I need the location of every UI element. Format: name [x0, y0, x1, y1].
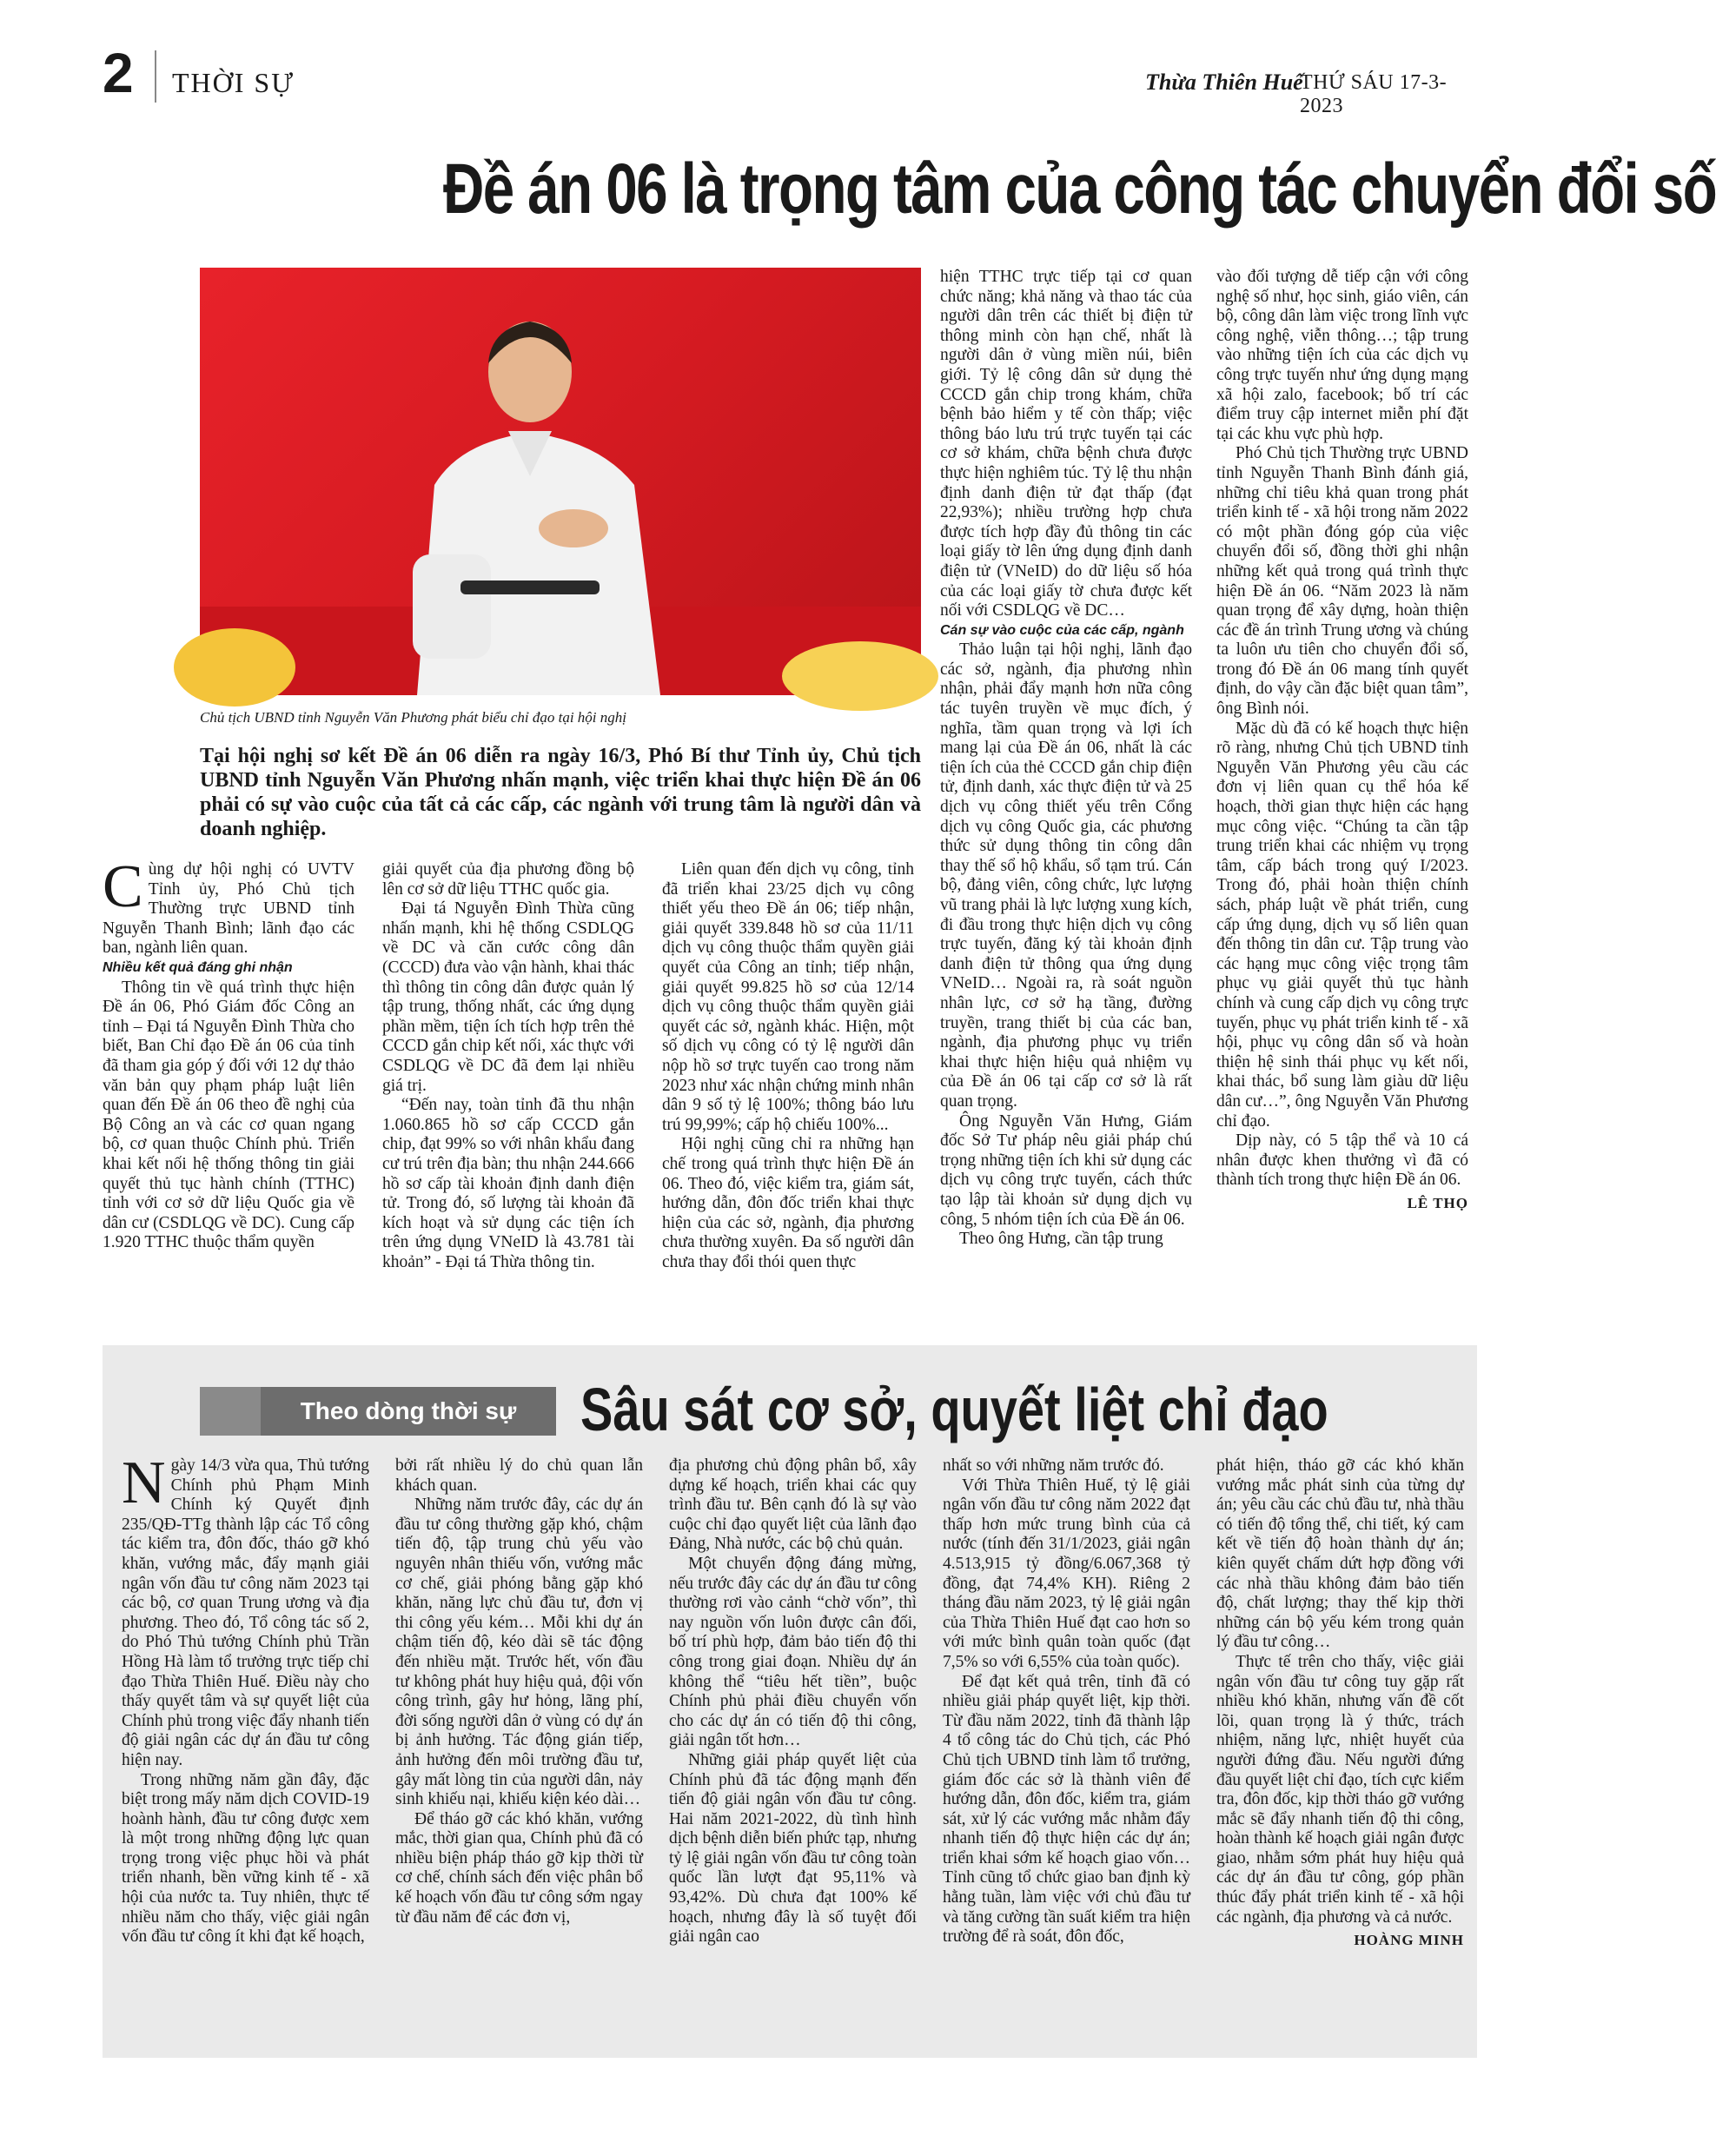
newspaper-name: Thừa Thiên Huế	[1145, 70, 1303, 95]
article2-col1	[122, 1449, 369, 1947]
subheading: Cán sự vào cuộc của các cấp, ngành	[940, 622, 1184, 638]
paragraph: địa phương chủ động phân bổ, xây dựng kế hoạch, triển khai các quy trình đầu tư. Bên cạnh đó là sự vào cuộc chỉ đạo quyết liệt của lãnh đạo Đảng, Nhà nước, các bộ chủ quản.	[669, 1456, 917, 1554]
article1-col5	[1216, 268, 1468, 1214]
paragraph: Theo ông Hưng, cần tập trung	[959, 1230, 1163, 1249]
paragraph: Ông Nguyễn Văn Hưng, Giám đốc Sở Tư pháp nêu giải pháp chú trọng những tiện ích khi sử dụng các dịch vụ công trực tuyến, cách thức tạo lập tài khoản sử dụng dịch vụ công, 5 nhóm tiện ích của Đề án 06.	[940, 1111, 1192, 1229]
dropcap: C	[103, 853, 143, 920]
paragraph: Liên quan đến dịch vụ công, tỉnh đã triển khai 23/25 dịch vụ công thiết yếu theo Đề án 06; tiếp nhận, giải quyết 339.848 hồ sơ của 11/11 dịch vụ công thuộc thẩm quyền giải quyết của Công an tỉnh; tiếp nhận, giải quyết 99.825 hồ sơ của 12/14 dịch vụ công thuộc thẩm quyền giải quyết các sở, ngành khác. Hiện, một số dịch vụ công có tỷ lệ người dân nộp hồ sơ trực tuyến cao trong năm 2023 như xác nhận chứng minh nhân dân 9 số tỷ lệ 100%; thông báo lưu trú 99,99%; cấp hộ chiếu 100%...	[662, 860, 914, 1134]
paragraph: Thảo luận tại hội nghị, lãnh đạo các sở, ngành, địa phương nhìn nhận, phải đẩy mạnh hơn nữa công tác tuyên truyền về mục đích, ý nghĩa, tầm quan trọng và lợi ích mang lại của Đề án 06, nhất là các tiện ích của thẻ CCCD gắn chip điện tử, định danh, xác thực điện tử và 25 dịch vụ công thiết yếu trên Cổng dịch vụ công Quốc gia, các phương thức sử dụng thông tin công dân thay thế sổ hộ khẩu, sổ tạm trú. Cán bộ, đảng viên, công chức, lực lượng vũ trang phải là lực lượng xung kích, đi đầu trong thực hiện dịch vụ công trực tuyến, đăng ký tài khoản định danh điện tử thông qua ứng dụng VNeID… Ngoài ra, rà soát nguồn nhân lực, cơ sở hạ tầng, đường truyền, trang thiết bị của các ban, ngành, địa phương phục vụ triển khai thực hiện hiệu quả nhiệm vụ của Đề án 06 tại cấp cơ sở là rất quan trọng.	[940, 640, 1192, 1111]
paragraph: nhất so với những năm trước đó.	[943, 1456, 1164, 1475]
paragraph: vào đối tượng dễ tiếp cận với công nghệ số như, học sinh, giáo viên, cán bộ, công dân làm việc trong lĩnh vực công nghệ, viễn thông…; tập trung vào những tiện ích của các dịch vụ công trực tuyến như ứng dụng mạng xã hội zalo, facebook; bố trí các điểm truy cập internet miễn phí đặt tại các khu vực phù hợp.	[1216, 268, 1468, 443]
page-header	[103, 42, 1477, 117]
column-tag	[200, 1387, 556, 1436]
paragraph: Thực tế trên cho thấy, việc giải ngân vốn đầu tư công tuy gặp rất nhiều khó khăn, nhưng vấn đề cốt lõi, quan trọng là ý thức, trách nhiệm, năng lực, nhiệt huyết của người đứng đầu. Nếu người đứng đầu quyết liệt chỉ đạo, tích cực kiểm tra, đôn đốc, kịp thời tháo gỡ vướng mắc sẽ đẩy nhanh tiến độ thi công, hoàn thành kế hoạch giải ngân được giao, nhằm sớm phát huy hiệu quả các dự án đầu tư công, góp phần thúc đẩy phát triển kinh tế - xã hội các ngành, địa phương và cả nước.	[1216, 1652, 1464, 1927]
paragraph: Những năm trước đây, các dự án đầu tư công thường gặp khó, chậm tiến độ, tập trung chủ yếu vào nguyên nhân thiếu vốn, vướng mắc cơ chế, giải phóng bằng gặp khó khăn, năng lực chủ đầu tư, đơn vị thi công yếu kém… Mỗi khi dự án chậm tiến độ, kéo dài sẽ tác động đến nhiều mặt. Trước hết, vốn đầu tư không phát huy hiệu quả, đội vốn công trình, gây hư hỏng, lãng phí, đời sống người dân ở vùng có dự án bị ảnh hưởng. Tác động gián tiếp, ảnh hưởng đến môi trường đầu tư, gây mất lòng tin của người dân, nảy sinh khiếu nại, khiếu kiện kéo dài…	[395, 1496, 643, 1809]
issue-date: THỨ SÁU 17-3-2023	[1300, 71, 1448, 117]
article2-col3	[669, 1456, 917, 1947]
paragraph: Với Thừa Thiên Huế, tỷ lệ giải ngân vốn đầu tư công năm 2022 đạt thấp hơn mức trung bình của cả nước (tính đến 31/1/2023, giải ngân 4.513,915 tỷ đồng/6.067,368 tỷ đồng, đạt 74,4% KH). Riêng 2 tháng đầu năm 2023, tỷ lệ giải ngân của Thừa Thiên Huế đạt cao hơn so với mức bình quân toàn quốc (đạt 7,5% so với 6,55% của toàn quốc).	[943, 1476, 1190, 1671]
article1-col2	[382, 860, 634, 1272]
paragraph: Phó Chủ tịch Thường trực UBND tỉnh Nguyễn Thanh Bình đánh giá, những chỉ tiêu khả quan trong phát triển kinh tế - xã hội trong năm 2022 có một phần đóng góp của việc chuyển đổi số, đồng thời ghi nhận những kết quả trong quá trình thực hiện Đề án 06. “Năm 2023 là năm quan trọng để xây dựng, hoàn thiện các đề án trình Trung ương và chúng ta luôn ưu tiên cho chuyển đổi số, trong đó Đề án 06 mang tính quyết định, do vậy cần đặc biệt quan tâm”, ông Bình nói.	[1216, 444, 1468, 719]
author-signature: LÊ THỌ	[1407, 1194, 1468, 1211]
paragraph: Mặc dù đã có kế hoạch thực hiện rõ ràng, nhưng Chủ tịch UBND tỉnh Nguyễn Văn Phương yêu cầu các đơn vị liên quan cụ thể hóa kế hoạch, thời gian thực hiện các hạng mục công việc. “Chúng ta cần tập trung triển khai các nhiệm vụ trọng tâm, cấp bách trong quý I/2023. Trong đó, phải hoàn thiện chính sách, pháp luật về phát triển, cung cấp ứng dụng, dịch vụ số liên quan đến thông tin dân cư. Tập trung vào các hạng mục công việc trọng tâm phục vụ giải quyết thủ tục hành chính và cung cấp dịch vụ công trực tuyến, phục vụ phát triển kinh tế - xã hội, phục vụ công dân số và hoàn thiện hệ sinh thái phục vụ kết nối, khai thác, bổ sung làm giàu dữ liệu dân cư…”, ông Nguyễn Văn Phương chỉ đạo.	[1216, 719, 1468, 1131]
section-name: THỜI SỰ	[172, 67, 295, 98]
article1-col1	[103, 853, 354, 1253]
paragraph: hiện TTHC trực tiếp tại cơ quan chức năng; khả năng và thao tác của người dân trên các thiết bị điện tử thông minh còn hạn chế, nhất là người dân ở vùng miền núi, biên giới. Tỷ lệ công dân sử dụng thẻ CCCD gắn chip trong khám, chữa bệnh bảo hiểm y tế còn thấp; việc thông báo lưu trú trực tuyến tại các cơ sở khám, chữa bệnh chưa được thực hiện nghiêm túc. Tỷ lệ thu nhận định danh điện tử đạt thấp (đạt 22,93%); nhiều trường hợp chưa được tích hợp đầy đủ thông tin các loại giấy tờ lên ứng dụng định danh điện tử (VNeID) do dữ liệu số hóa của các loại giấy tờ chưa được kết nối với CSDLQG về DC…	[940, 268, 1192, 620]
paragraph: Để đạt kết quả trên, tỉnh đã có nhiều giải pháp quyết liệt, kịp thời. Từ đầu năm 2022, tỉnh đã thành lập 4 tổ công tác do Chủ tịch, các Phó Chủ tịch UBND tỉnh làm tổ trưởng, giám đốc các sở là thành viên để hướng dẫn, đôn đốc, kiểm tra, giám sát, xử lý các vướng mắc nhằm đẩy nhanh tiến độ thực hiện các dự án; triển khai sớm kế hoạch giao vốn… Tỉnh cũng tổ chức giao ban định kỳ hằng tuần, làm việc với chủ đầu tư và tăng cường tần suất kiểm tra hiện trường để rà soát, đôn đốc,	[943, 1672, 1190, 1947]
subheading: Nhiều kết quả đáng ghi nhận	[103, 959, 293, 975]
paragraph: Những giải pháp quyết liệt của Chính phủ đã tác động mạnh đến tiến độ giải ngân vốn đầu tư công. Hai năm 2021-2022, dù tình hình dịch bệnh diễn biến phức tạp, nhưng tỷ lệ giải ngân vốn đầu tư công toàn quốc lần lượt đạt 95,11% và 93,42%. Dù chưa đạt 100% kế hoạch, nhưng đây là số tuyệt đối giải ngân cao	[669, 1750, 917, 1947]
article2-col4	[943, 1456, 1190, 1947]
tag-label: Theo dòng thời sự	[261, 1387, 556, 1436]
paragraph: “Đến nay, toàn tỉnh đã thu nhận 1.060.865 hồ sơ cấp CCCD gắn chip, đạt 99% so với nhân khẩu đang cư trú trên địa bàn; thu nhận 244.666 hồ sơ cấp tài khoản định danh điện tử. Trong đó, số lượng tài khoản đã kích hoạt và sử dụng các tiện ích trên ứng dụng VNeID là 43.781 tài khoản” - Đại tá Thừa thông tin.	[382, 1096, 634, 1271]
paragraph: Trong những năm gần đây, đặc biệt trong mấy năm dịch COVID-19 hoành hành, đầu tư công được xem là một trong những động lực quan trọng trong việc phục hồi và phát triển nhanh, bền vững kinh tế - xã hội của nước ta. Tuy nhiên, thực tế nhiều năm cho thấy, việc giải ngân vốn đầu tư công ít khi đạt kế hoạch,	[122, 1770, 369, 1947]
page-number: 2	[103, 42, 134, 104]
paragraph: bởi rất nhiều lý do chủ quan lẫn khách quan.	[395, 1456, 643, 1495]
article1-headline: Đề án 06 là trọng tâm của công tác chuyển đổi số	[443, 149, 1716, 229]
tag-accent	[200, 1387, 261, 1436]
article1-col3	[662, 860, 914, 1272]
paragraph: Thông tin về quá trình thực hiện Đề án 06, Phó Giám đốc Công an tỉnh – Đại tá Nguyễn Đình Thừa cho biết, Ban Chỉ đạo Đề án 06 của tỉnh đã tham gia góp ý đối với 12 dự thảo văn bản quy phạm pháp luật liên quan đến Đề án 06 theo đề nghị của Bộ Công an và các cơ quan ngang bộ, cơ quan thuộc Chính phủ. Triển khai kết nối hệ thống thông tin giải quyết thủ tục hành chính (TTHC) tỉnh với cơ sở dữ liệu Quốc gia về dân cư (CSDLQG về DC). Cung cấp 1.920 TTHC thuộc thẩm quyền	[103, 978, 354, 1252]
paragraph: Một chuyển động đáng mừng, nếu trước đây các dự án đầu tư công thường rơi vào cảnh “chờ vốn”, thì nay nguồn vốn luôn được cân đối, bố trí phù hợp, đảm bảo tiến độ thi công trong giai đoạn. Nhiều dự án không thể “tiêu hết tiền”, buộc Chính phủ phải điều chuyển vốn cho các dự án có tiến độ thi công, giải ngân tốt hơn…	[669, 1554, 917, 1750]
dropcap: N	[122, 1449, 166, 1516]
paragraph: gày 14/3 vừa qua, Thủ tướng Chính phủ Phạm Minh Chính ký Quyết định 235/QĐ-TTg thành lập các Tổ công tác kiểm tra, đôn đốc, tháo gỡ khó khăn, vướng mắc, đẩy mạnh giải ngân vốn đầu tư công năm 2023 tại các bộ, cơ quan Trung ương và địa phương. Theo đó, Tổ công tác số 2, do Phó Thủ tướng Chính phủ Trần Hồng Hà làm tổ trưởng trực tiếp chỉ đạo Thừa Thiên Huế. Điều này cho thấy quyết tâm và sự quyết liệt của Chính phủ trong việc đẩy nhanh tiến độ giải ngân các dự án đầu tư công hiện nay.	[122, 1456, 369, 1769]
article1-sapo: Tại hội nghị sơ kết Đề án 06 diễn ra ngày 16/3, Phó Bí thư Tỉnh ủy, Chủ tịch UBND tỉnh Nguyễn Văn Phương nhấn mạnh, việc triển khai thực hiện Đề án 06 phải có sự vào cuộc của tất cả các cấp, các ngành với trung tâm là người dân và doanh nghiệp.	[200, 745, 921, 840]
paragraph: phát hiện, tháo gỡ các khó khăn vướng mắc phát sinh của từng dự án; yêu cầu các chủ đầu tư, nhà thầu có tiến độ tổng thể, chi tiết, ký cam kết về tiến độ hoàn thành dự án; kiên quyết chấm dứt hợp đồng với các nhà thầu không đảm bảo tiến độ, chất lượng; thay thế kịp thời những cán bộ yếu kém trong quản lý đầu tư công…	[1216, 1456, 1464, 1652]
article2-col5	[1216, 1456, 1464, 1951]
paragraph: Để tháo gỡ các khó khăn, vướng mắc, thời gian qua, Chính phủ đã có nhiều biện pháp tháo gỡ kịp thời từ cơ chế, chính sách đến việc phân bổ kế hoạch vốn đầu tư công sớm ngay từ đầu năm để các đơn vị,	[395, 1809, 643, 1927]
article2-headline: Sâu sát cơ sở, quyết liệt chỉ đạo	[580, 1376, 1328, 1443]
article2-col2	[395, 1456, 643, 1927]
paragraph: Dịp này, có 5 tập thể và 10 cá nhân được khen thưởng vì đã có thành tích trong thực hiện Đề án 06.	[1216, 1131, 1468, 1190]
header-divider	[155, 50, 156, 103]
paragraph: Hội nghị cũng chỉ ra những hạn chế trong quá trình thực hiện Đề án 06. Theo đó, việc kiểm tra, giám sát, hướng dẫn, đôn đốc triển khai thực hiện của các sở, ngành, địa phương chưa thường xuyên. Đa số người dân chưa thay đổi thói quen thực	[662, 1135, 914, 1271]
paragraph: ùng dự hội nghị có UVTV Tỉnh ủy, Phó Chủ tịch Thường trực UBND tỉnh Nguyễn Thanh Bình; lãnh đạo các ban, ngành liên quan.	[103, 860, 354, 958]
author-signature: HOÀNG MINH	[1354, 1932, 1464, 1949]
photo-caption: Chủ tịch UBND tỉnh Nguyễn Văn Phương phát biểu chỉ đạo tại hội nghị	[200, 709, 626, 726]
article1-col4	[940, 268, 1192, 1250]
paragraph: Đại tá Nguyễn Đình Thừa cũng nhấn mạnh, khi hệ thống CSDLQG về DC và căn cước công dân (CCCD) đưa vào vận hành, khai thác thì thông tin công dân được quản lý tập trung, thống nhất, các ứng dụng phần mềm, tiện ích tích hợp trên thẻ CCCD gắn chip kết nối, xác thực với CSDLQG về DC đã đem lại nhiều giá trị.	[382, 899, 634, 1095]
paragraph: giải quyết của địa phương đồng bộ lên cơ sở dữ liệu TTHC quốc gia.	[382, 860, 634, 899]
speaker-photo	[200, 268, 921, 695]
speaker-illustration	[200, 268, 921, 695]
